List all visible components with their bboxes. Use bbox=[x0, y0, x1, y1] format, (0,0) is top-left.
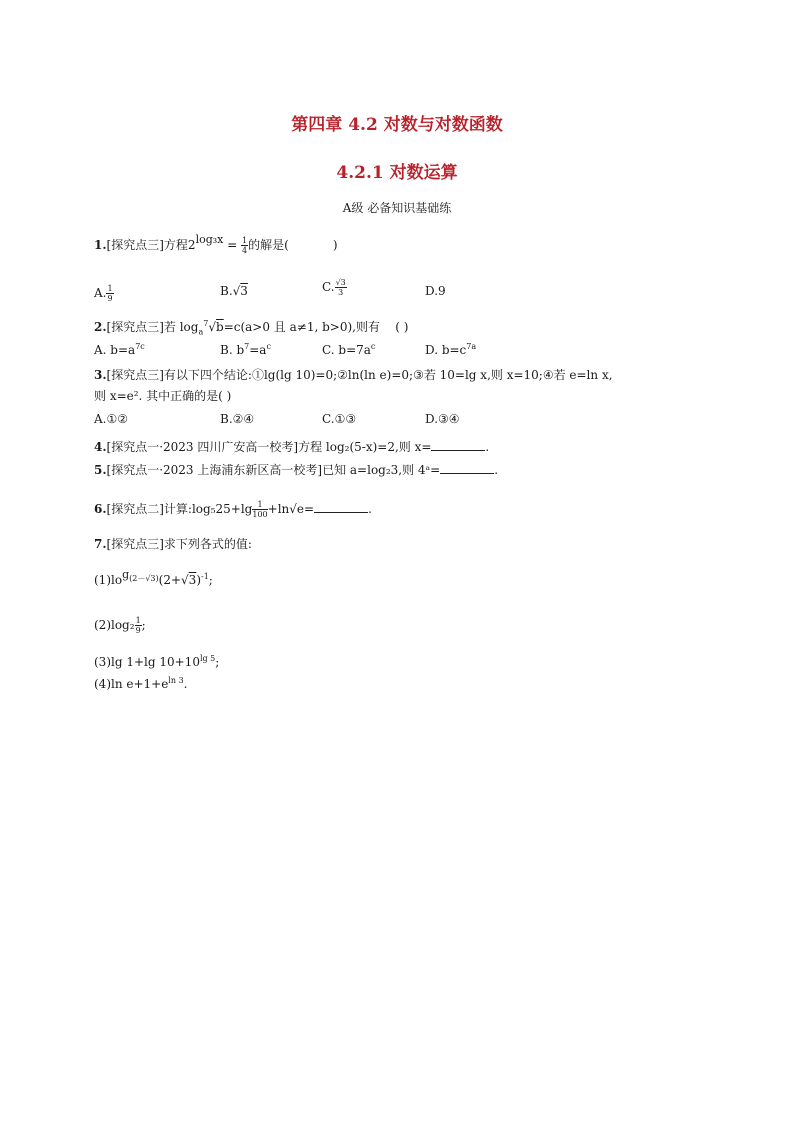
question-4 bbox=[94, 438, 489, 455]
question-text: 计算:log₅25+lg bbox=[163, 502, 253, 516]
answer-blank[interactable] bbox=[440, 463, 494, 474]
option-label: B. bbox=[220, 284, 233, 298]
subquestion-1: $(1)\log_{(2-√3)}(2+√3)^{-1}$; bbox=[94, 568, 213, 587]
fraction: $\frac{1}{9}$ bbox=[135, 616, 141, 635]
question-text: 方程 bbox=[163, 238, 188, 252]
paren: ) bbox=[332, 238, 338, 252]
answer-blank[interactable] bbox=[314, 502, 368, 513]
question-number: 2. bbox=[94, 320, 107, 334]
section-title: 4.2.1 对数运算 bbox=[336, 163, 458, 183]
question-6 bbox=[94, 500, 372, 519]
question-5 bbox=[94, 461, 498, 478]
question-tag: [探究点三] bbox=[106, 238, 164, 252]
question-tag: [探究点三] bbox=[106, 320, 164, 334]
fraction: $\frac{1}{100}$ bbox=[252, 500, 268, 519]
answer-blank[interactable] bbox=[431, 440, 485, 451]
option-label: B. b bbox=[220, 343, 245, 357]
option-b[interactable]: B. $b^7=a^c$ bbox=[220, 342, 271, 357]
fraction: $\frac{√3}{3}$ bbox=[335, 278, 346, 297]
question-text: 已知 a=log₂3,则 4ᵃ= bbox=[322, 463, 441, 477]
paren: ( ) bbox=[395, 320, 409, 334]
punct: . bbox=[485, 440, 490, 454]
option-d[interactable]: D. $b=c^{7a}$ bbox=[425, 342, 477, 357]
option-label: A. b=a bbox=[94, 343, 136, 357]
question-text: +ln√e= bbox=[267, 502, 315, 516]
question-tag: [探究点一·2023 四川广安高一校考] bbox=[106, 440, 299, 454]
option-b[interactable]: B.√3 bbox=[220, 284, 248, 298]
option-c[interactable]: C. $b=7a^c$ bbox=[322, 342, 376, 357]
option-label: C. bbox=[322, 280, 335, 294]
question-number: 6. bbox=[94, 502, 107, 516]
question-3-cont: 则 x=e². 其中正确的是( ) bbox=[94, 389, 232, 403]
question-number: 1. bbox=[94, 238, 107, 252]
subquestion-3: (3)lg 1+lg $10+10^{lg 5}$; bbox=[94, 654, 220, 669]
question-7 bbox=[94, 535, 252, 552]
question-number: 5. bbox=[94, 463, 107, 477]
question-2: 2.[探究点三]若 $\log_a^7√b=c(a>0$ 且 a≠1, b>0),则有 ( ) bbox=[94, 319, 409, 337]
question-number: 4. bbox=[94, 440, 107, 454]
question-text: 求下列各式的值: bbox=[163, 537, 252, 551]
punct: . bbox=[368, 502, 372, 516]
question-text: 方程 log₂(5-x)=2,则 x= bbox=[298, 440, 432, 454]
level-label: A级 必备知识基础练 bbox=[342, 201, 452, 215]
option-d[interactable]: D.③④ bbox=[425, 412, 460, 426]
option-label: D. b=c bbox=[425, 343, 467, 357]
question-text: =c(a>0 且 a≠1, b>0),则有 bbox=[223, 320, 380, 334]
fraction: $\frac{1}{4}$ bbox=[242, 236, 248, 255]
fraction: $\frac{1}{9}$ bbox=[107, 284, 113, 303]
question-text: 若 log bbox=[163, 320, 199, 334]
option-d[interactable]: D.9 bbox=[425, 284, 446, 298]
question-text: 的解是( bbox=[248, 238, 289, 252]
subquestion-text: (1)lo bbox=[94, 573, 123, 587]
exponent: log₃x bbox=[195, 233, 224, 246]
question-tag: [探究点一·2023 上海浦东新区高一校考] bbox=[106, 463, 323, 477]
chapter-title: 第四章 4.2 对数与对数函数 bbox=[291, 115, 503, 135]
question-3 bbox=[94, 366, 613, 383]
subquestion-4: (4)ln $e+1+e^{ln 3}$. bbox=[94, 676, 188, 691]
question-tag: [探究点三] bbox=[106, 368, 164, 382]
option-b[interactable]: B.②④ bbox=[220, 412, 255, 426]
subquestion-text: (3)lg 1+lg 10+10 bbox=[94, 655, 200, 669]
exponent: $g_{(2-√3)}$ bbox=[122, 568, 159, 584]
question-number: 3. bbox=[94, 368, 107, 382]
question-tag: [探究点二] bbox=[106, 502, 164, 516]
subquestion-text: (4)ln e+1+e bbox=[94, 677, 169, 691]
question-tag: [探究点三] bbox=[106, 537, 164, 551]
option-c[interactable]: C.①③ bbox=[322, 412, 357, 426]
option-c[interactable] bbox=[322, 278, 347, 297]
option-label: C. b= bbox=[322, 343, 357, 357]
subquestion-2: (2)log₂ $\frac{1}{9}$ ; bbox=[94, 616, 146, 635]
option-a[interactable] bbox=[94, 284, 114, 303]
option-label: A. bbox=[94, 286, 107, 300]
question-number: 7. bbox=[94, 537, 107, 551]
punct: . bbox=[494, 463, 499, 477]
question-text: 有以下四个结论:①lg(lg 10)=0;②ln(ln e)=0;③若 10=lg x,则 x=10;④若 e=ln x, bbox=[163, 368, 613, 382]
option-a[interactable]: A.①② bbox=[94, 412, 128, 426]
option-a[interactable]: A. $b=a^{7c}$ bbox=[94, 342, 145, 357]
subquestion-text: (2)log₂ bbox=[94, 618, 135, 632]
question-1: 1.[探究点三]方程2log₃x = $\frac{1}{4}$ 的解是( ) bbox=[94, 233, 338, 255]
